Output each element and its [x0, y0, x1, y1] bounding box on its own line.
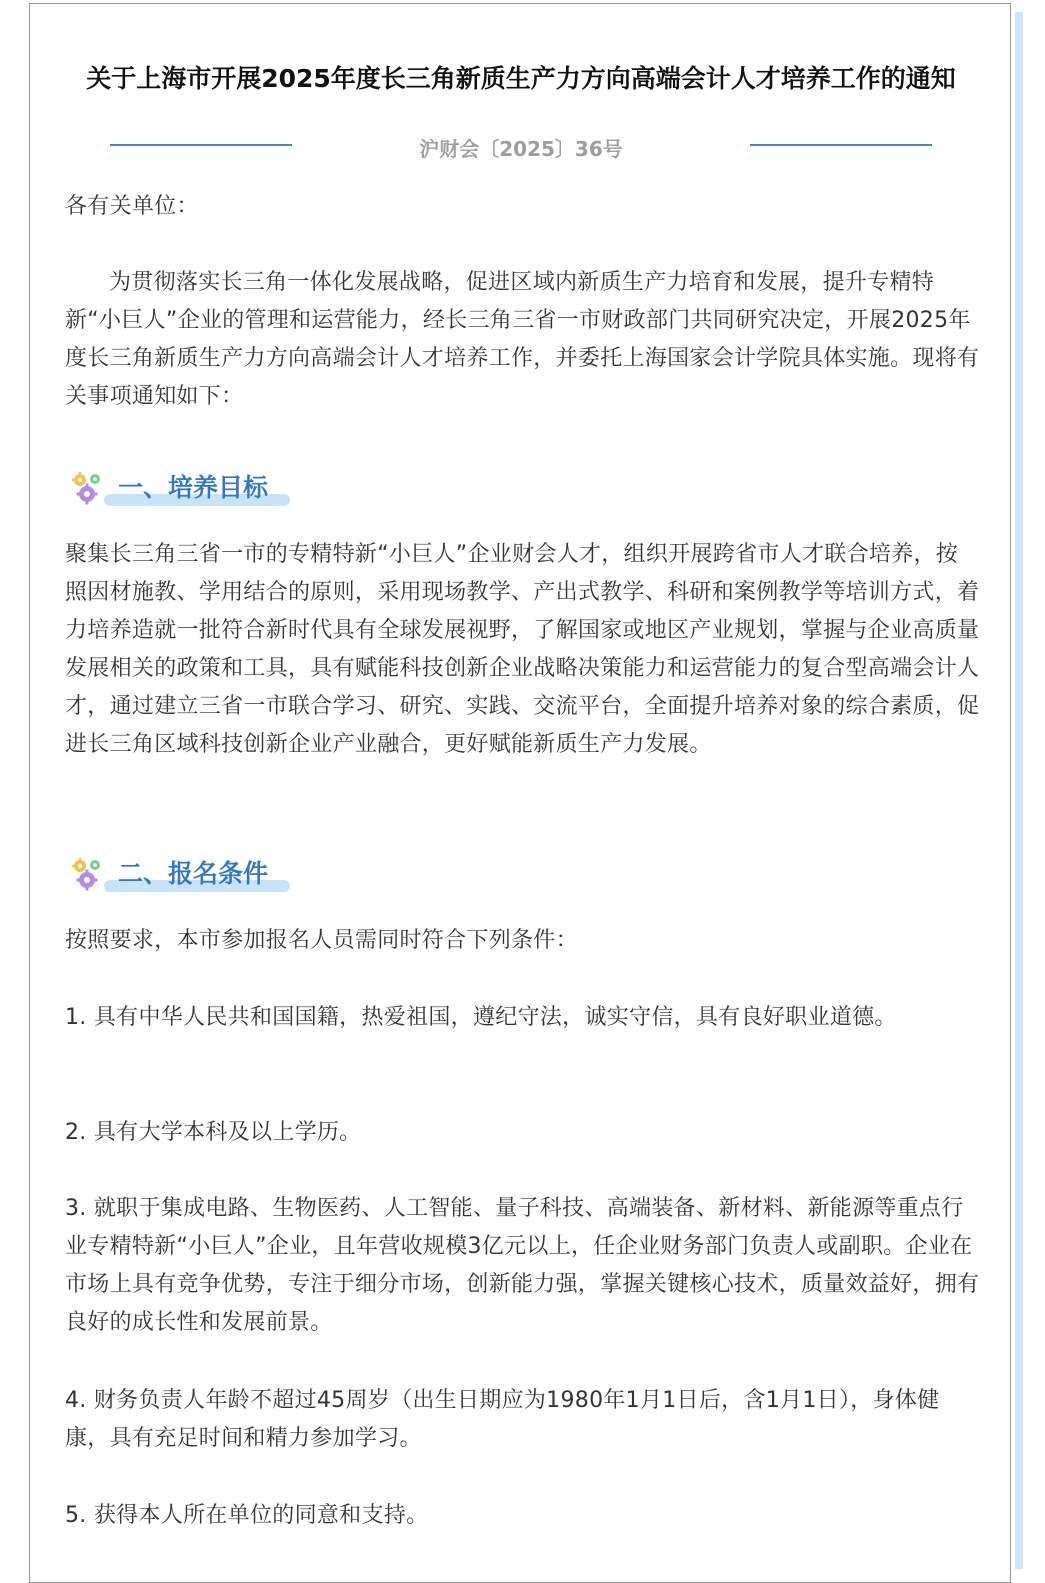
gear-icon [70, 470, 106, 506]
page-side-strip [1015, 12, 1023, 1569]
salutation: 各有关单位： [65, 194, 199, 219]
doc-number-row [110, 134, 932, 164]
eligibility-item: 4. 财务负责人年龄不超过45周岁（出生日期应为1980年1月1日后，含1月1日），身体健康，具有充足时间和精力参加学习。 [65, 1388, 940, 1451]
section-title: 二、报名条件 [118, 859, 269, 888]
eligibility-item: 3. 就职于集成电路、生物医药、人工智能、量子科技、高端装备、新材料、新能源等重点行业专精特新“小巨人”企业，且年营收规模3亿元以上，任企业财务部门负责人或副职。企业在市场上具有竞争优势，专注于细分市场，创新能力强，掌握关键核心技术，质量效益好，拥有良好的成长性和发展前景。 [65, 1196, 980, 1335]
section-heading-eligibility [70, 856, 330, 900]
eligibility-item: 5. 获得本人所在单位的同意和支持。 [65, 1503, 429, 1528]
section-heading-training-goal [70, 470, 330, 514]
section-body-training-goal: 聚集长三角三省一市的专精特新“小巨人”企业财会人才，组织开展跨省市人才联合培养，按照因材施教、学用结合的原则，采用现场教学、产出式教学、科研和案例教学等培训方式，着力培养造就一批符合新时代具有全球发展视野，了解国家或地区产业规划，掌握与企业高质量发展相关的政策和工具，具有赋能科技创新企业战略决策能力和运营能力的复合型高端会计人才，通过建立三省一市联合学习、研究、实践、交流平台，全面提升培养对象的综合素质，促进长三角区域科技创新企业产业融合，更好赋能新质生产力发展。 [65, 542, 980, 757]
intro-paragraph: 为贯彻落实长三角一体化发展战略，促进区域内新质生产力培育和发展，提升专精特新“小巨人”企业的管理和运营能力，经长三角三省一市财政部门共同研究决定，开展2025年度长三角新质生产力方向高端会计人才培养工作，并委托上海国家会计学院具体实施。现将有关事项通知如下： [65, 270, 980, 409]
section-body-eligibility: 按照要求，本市参加报名人员需同时符合下列条件： [65, 928, 578, 953]
gear-icon [70, 856, 106, 892]
notice-title: 关于上海市开展2025年度长三角新质生产力方向高端会计人才培养工作的通知 [86, 64, 956, 93]
section-title: 一、培养目标 [118, 473, 269, 502]
doc-number-divider-right [750, 144, 932, 146]
eligibility-item: 1. 具有中华人民共和国国籍，热爱祖国，遵纪守法，诚实守信，具有良好职业道德。 [65, 1005, 897, 1030]
notice-card [29, 3, 1011, 1583]
eligibility-item: 2. 具有大学本科及以上学历。 [65, 1120, 362, 1145]
doc-number: 沪财会〔2025〕36号 [419, 137, 623, 161]
